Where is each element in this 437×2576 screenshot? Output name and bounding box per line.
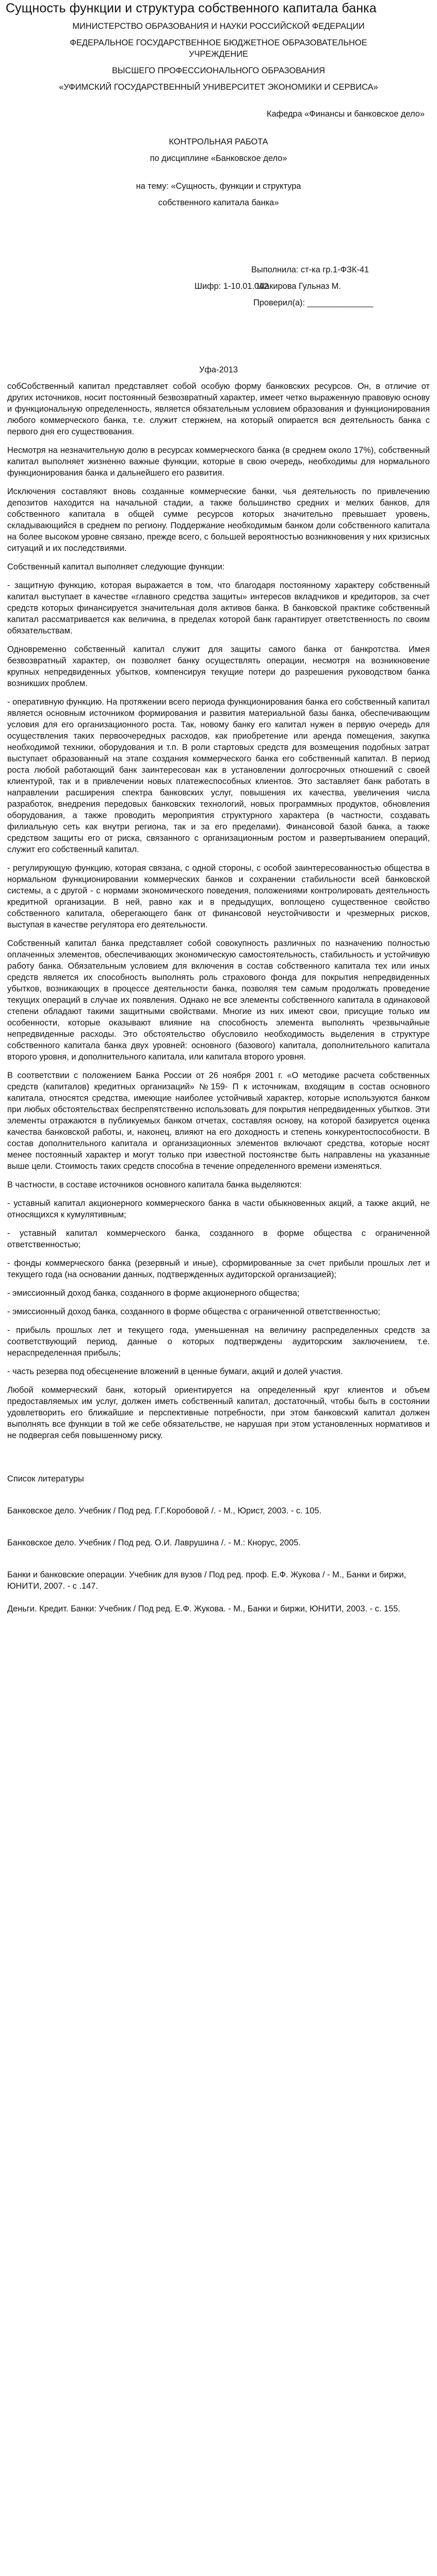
paragraph: В частности, в составе источников основного капитала банка выделяются: xyxy=(7,1180,302,1189)
paragraph: Исключения составляют вновь созданные коммерческие банки, чья деятельность по привлечению депозитов находится на начальной стадии, а также большинство средних и мелких банков, для собственного капитала в общей сумме ресурсов которых значительно превышает уровень, складывающийся в среднем по региону. Поддержание необходимым банком доли собственного капитала на более высоком уровне связано, прежде всего, с большей вероятностью возникновения у них кризисных ситуаций и их последствиями. xyxy=(7,487,430,553)
work-discipline: по дисциплине «Банковское дело» xyxy=(150,154,287,163)
paragraph: Собственный капитал банка представляет собой совокупность различных по назначению полностью оплаченных элементов, обеспечивающих экономическую самостоятельность, стабильность и устойчивую работу банка. Обязательным условием для включения в состав собственного капитала тех или иных средств является их способность выполнять роль страхового фонда для покрытия непредвиденных убытков, возникающих в процессе деятельности банка, позволяя тем самым продолжать проведение текущих операций в случае их появления. Однако не все элементы собственного капитала в одинаковой степени обладают такими защитными свойствами. Многие из них имеют свои, присущие только им особенности, которые оказывают влияние на способность элемента выполнять чрезвычайные непредвиденные расходы. Это обстоятельство обусловило необходимость выделения в структуре собственного капитала банка двух уровней: основного (базового) капитала, дополнительного капитала второго уровня, и дополнительного капитала, или капитала второго уровня. xyxy=(7,939,430,1062)
references-heading: Список литературы xyxy=(7,1474,84,1483)
reference-item: Банковское дело. Учебник / Под ред. Г.Г.Коробовой /. - М., Юрист, 2003. - с. 105. xyxy=(7,1506,322,1515)
title-page-header xyxy=(7,21,430,120)
paragraph: - оперативную функцию. На протяжении всего периода функционирования банка его собственный капитал является основным источником формирования и развития материальной базы банка, обеспечивающим условия для его организационного роста. Так, новому банку его капитал нужен в первую очередь для осуществления таких первоочередных расходов, как приобретение или аренда помещения, закупка необходимой техники, оборудования и т.п. В роли стартовых средств для возмещения подобных затрат выступает образованный на этапе создания коммерческого банка его собственный капитал. В период роста любой работающий банк заинтересован как в установлении долгосрочных отношений с своей клиентурой, так и в привлечении новых платежеспособных клиентов. Это заставляет банк работать в направлении расширения спектра банковских услуг, повышения их качества, увеличения числа разработок, внедрения передовых банковских технологий, новых программных продуктов, обновления оборудования, а также проводить мероприятия структурного характера (в частности, создавать филиальную сеть как внутри региона, так и за его пределами). Финансовой базой банка, а также средством защиты его от риска, связанного с организационным ростом и развертыванием операций, служит его собственный капитал. xyxy=(7,697,430,854)
paragraph: - фонды коммерческого банка (резервный и иные), сформированные за счет прибыли прошлых лет и текущего года (на основании данных, подтвержденных аудиторской организацией); xyxy=(7,1259,430,1279)
student-name: Шакирова Гульназ М. xyxy=(257,282,341,291)
document-body xyxy=(7,21,430,1615)
work-info xyxy=(7,136,430,208)
paragraph: - регулирующую функцию, которая связана, с одной стороны, с особой заинтересованностью общества в нормальном функционировании коммерческих банков и сохранении стабильности всей банковской системы, а с другой - с нормами экономического поведения, положениями контролировать деятельность кредитной организации. В ней, равно как и в предыдущих, воплощено существенное свойство собственного капитала, оберегающего банк от финансовой неустойчивости и чрезмерных рисков, выступая в качестве регулятора его деятельности. xyxy=(7,863,430,930)
references xyxy=(7,1473,430,1615)
paragraph: Собственный капитал выполняет следующие функции: xyxy=(7,562,225,572)
checked-by: Проверил(а): ______________ xyxy=(253,298,374,307)
paragraph: собСобственный капитал представляет собой особую форму банковских ресурсов. Он, в отличие от других источников, носит постоянный безвозвратный характер, имеет четко выраженную правовую основу и функциональную определенность, является обязательным условием образования и функционирования любого коммерческого банка, т.е. служит стержнем, на который опирается вся деятельность банка с первого дня его существования. xyxy=(7,382,430,436)
education-level-line: ВЫСШЕГО ПРОФЕССИОНАЛЬНОГО ОБРАЗОВАНИЯ xyxy=(111,66,325,75)
city-year: Уфа-2013 xyxy=(199,365,238,374)
reference-item: Банковское дело. Учебник / Под ред. О.И. Лаврушина /. - М.: Кнорус, 2005. xyxy=(7,1538,301,1547)
reference-item: Деньги. Кредит. Банки: Учебник / Под ред. Е.Ф. Жукова. - М., Банки и биржи, ЮНИТИ, 2003. - с. 155. xyxy=(7,1604,400,1613)
paragraph: Одновременно собственный капитал служит для защиты самого банка от банкротства. Имея безвозвратный характер, он позволяет банку осуществлять операции, несмотря на возникновение крупных непредвиденных убытков, компенсируя текущие потери до разрешения руководством банка возникших проблем. xyxy=(7,645,430,688)
performed-by: Выполнила: ст-ка гр.1-ФЗК-41 xyxy=(251,265,369,274)
student-code: Шифр: 1-10.01.042 xyxy=(195,282,269,291)
paragraph: - уставный капитал коммерческого банка, созданного в форме общества с ограниченной ответственностью; xyxy=(7,1229,430,1249)
ministry-line: МИНИСТЕРСТВО ОБРАЗОВАНИЯ И НАУКИ РОССИЙСКОЙ ФЕДЕРАЦИИ xyxy=(72,22,365,31)
paragraph: Любой коммерческий банк, который ориентируется на определенный круг клиентов и объем предоставляемых им услуг, должен иметь собственный капитал, достаточный, чтобы быть в состоянии удовлетворить его ближайшие и перспективные потребности, при этом банковский капитал должен выполнять все функции в той же себе обязательстве, не нарушая при этом установленных нормативов и не подвергая себя повышенному риску. xyxy=(7,1385,430,1440)
paragraph: Несмотря на незначительную долю в ресурсах коммерческого банка (в среднем около 17%), собственный капитал выполняет жизненно важные функции, которые в свою очередь, необходимы для нормального функционирования банка и дальнейшего его развития. xyxy=(7,446,430,478)
paragraph: - эмиссионный доход банка, созданного в форме акционерного общества; xyxy=(7,1289,300,1298)
institution-type-line-2: УЧРЕЖДЕНИЕ xyxy=(189,50,248,59)
paragraph: В соответствии с положением Банка России от 26 ноября 2001 г. «О методике расчета собственных средств (капиталов) кредитных организаций» №159- П к источникам, входящим в состав основного капитала, относятся средства, имеющие наиболее устойчивый характер, которые используются банком при любых обстоятельствах беспрепятственно использовать для покрытия непредвиденных убытков. Эти элементы отражаются в публикуемых банком отчетах, составляя основу, на которой базируется оценка качества банковской работы, и, наконец, влияют на его доходность и степень конкурентоспособности. В состав дополнительного капитала и организационных элементов включают средства, которые носят менее постоянный характер и могут только при известной постоянстве быть направлены на указанные выше цели. Стоимость таких средств способна в течение определенного времени изменяться. xyxy=(7,1071,430,1171)
main-text xyxy=(7,381,430,1441)
department-line: Кафедра «Финансы и банковское дело» xyxy=(266,109,425,119)
paragraph: - прибыль прошлых лет и текущего года, уменьшенная на величину распределенных средств за соответствующий период, данные о которых подтверждены аудиторским заключением, т.е. нераспределенная прибыль; xyxy=(7,1326,430,1358)
paragraph: - часть резерва под обесценение вложений в ценные бумаги, акций и долей участия. xyxy=(7,1367,343,1376)
university-name: «УФИМСКИЙ ГОСУДАРСТВЕННЫЙ УНИВЕРСИТЕТ ЭКОНОМИКИ И СЕРВИСА» xyxy=(59,83,378,92)
author-info xyxy=(7,264,430,308)
document-title: Сущность функции и структура собственного капитала банка xyxy=(6,1,377,15)
institution-type-line-1: ФЕДЕРАЛЬНОЕ ГОСУДАРСТВЕННОЕ БЮДЖЕТНОЕ ОБРАЗОВАТЕЛЬНОЕ xyxy=(70,38,367,47)
paragraph: - защитную функцию, которая выражается в том, что благодаря постоянному характеру собственный капитал выступает в качестве «главного средства защиты» интересов вкладчиков и кредиторов, за счет средств которых финансируется значительная доля активов банка. В банковской практике собственный капитал рассматривается как величина, в пределах которой банк гарантирует ответственность по своим обязательствам. xyxy=(7,581,430,635)
reference-item: Банки и банковские операции. Учебник для вузов / Под ред. проф. Е.Ф. Жукова / - М., Банки и биржи, ЮНИТИ, 2007. - с .147. xyxy=(7,1570,407,1591)
work-topic-line-1: на тему: «Сущность, функции и структура xyxy=(136,182,301,191)
work-type: КОНТРОЛЬНАЯ РАБОТА xyxy=(169,137,268,146)
work-topic-line-2: собственного капитала банка» xyxy=(158,198,279,207)
paragraph: - эмиссионный доход банка, созданного в форме общества с ограниченной ответственностью; xyxy=(7,1307,380,1316)
paragraph: - уставный капитал акционерного коммерческого банка в части обыкновенных акций, а также акций, не относящихся к кумулятивным; xyxy=(7,1199,430,1219)
